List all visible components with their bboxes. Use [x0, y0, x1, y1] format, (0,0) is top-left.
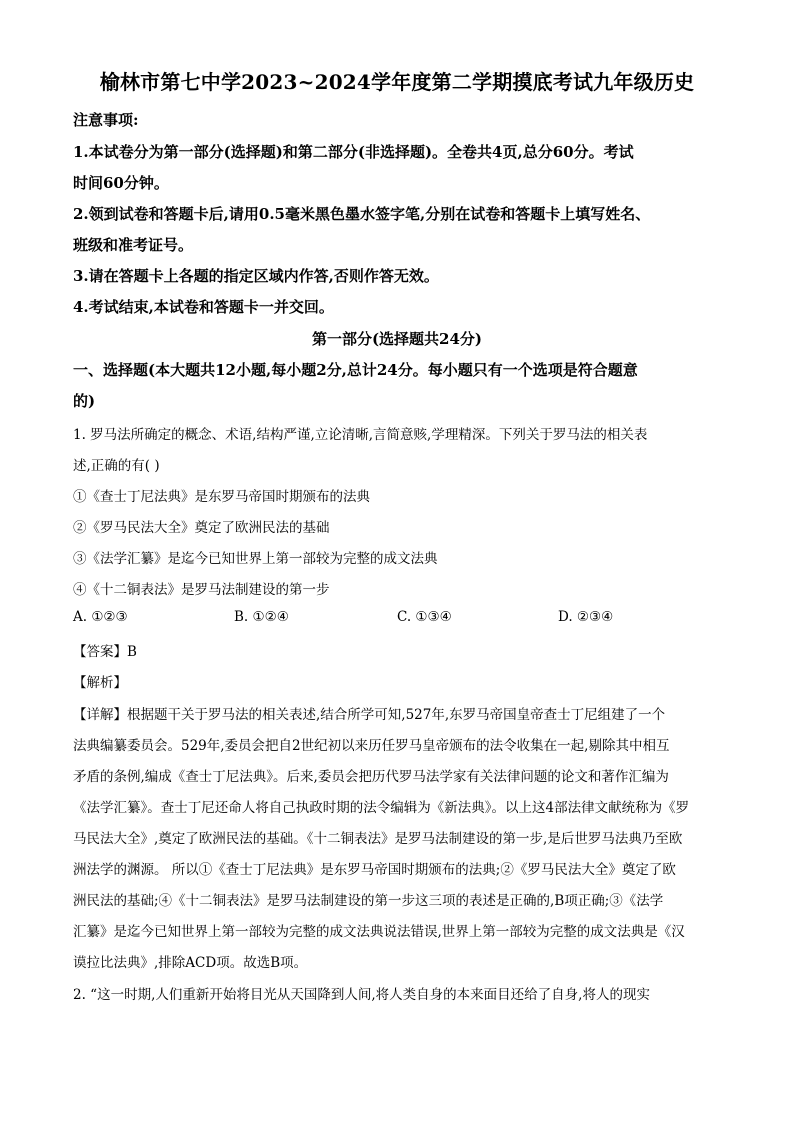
- statement-item: ④《十二铜表法》是罗马法制建设的第一步: [73, 582, 330, 598]
- notice-line: 1.本试卷分为第一部分(选择题)和第二部分(非选择题)。全卷共4页,总分60分。考试: [73, 143, 634, 161]
- analysis-line: 【详解】根据题干关于罗马法的相关表述,结合所学可知,527年,东罗马帝国皇帝查士丁尼组建了一个: [73, 707, 666, 723]
- option-a: A. ①②③: [73, 609, 128, 625]
- statement-item: ②《罗马民法大全》奠定了欧洲民法的基础: [73, 520, 330, 536]
- section-instruction: 一、选择题(本大题共12小题,每小题2分,总计24分。每小题只有一个选项是符合题意: [73, 361, 638, 379]
- analysis-line: 洲法学的渊源。 所以①《查士丁尼法典》是东罗马帝国时期颁布的法典;②《罗马民法大全》奠定了欧: [73, 862, 676, 878]
- section-instruction: 的): [73, 392, 96, 410]
- statement-item: ①《查士丁尼法典》是东罗马帝国时期颁布的法典: [73, 489, 370, 505]
- notice-line: 时间60分钟。: [73, 174, 169, 192]
- notice-heading: 注意事项:: [73, 111, 139, 129]
- analysis-line: 法典编纂委员会。529年,委员会把自2世纪初以来历任罗马皇帝颁布的法令收集在一起,剔除其中相互: [73, 738, 670, 754]
- statement-item: ③《法学汇纂》是迄今已知世界上第一部较为完整的成文法典: [73, 551, 438, 567]
- analysis-line: 汇纂》是迄今已知世界上第一部较为完整的成文法典说法错误,世界上第一部较为完整的成文法典是《汉: [73, 924, 685, 940]
- option-d: D. ②③④: [558, 609, 614, 625]
- notice-line: 班级和准考证号。: [73, 236, 194, 254]
- question-stem: 2. “这一时期,人们重新开始将目光从天国降到人间,将人类自身的本来面目还给了自身,将人的现实: [73, 987, 650, 1003]
- notice-line: 4.考试结束,本试卷和答题卡一并交回。: [73, 298, 334, 316]
- answer-label: 【答案】B: [73, 644, 137, 660]
- analysis-line: 洲民法的基础;④《十二铜表法》是罗马法制建设的第一步这三项的表述是正确的,B项正确;③《法学: [73, 893, 664, 909]
- option-b: B. ①②④: [234, 609, 289, 625]
- option-c: C. ①③④: [397, 609, 452, 625]
- part-heading: 第一部分(选择题共24分): [311, 330, 483, 348]
- notice-line: 3.请在答题卡上各题的指定区域内作答,否则作答无效。: [73, 267, 439, 285]
- exam-title: 榆林市第七中学2023~2024学年度第二学期摸底考试九年级历史: [99, 70, 695, 94]
- notice-line: 2.领到试卷和答题卡后,请用0.5毫米黑色墨水签字笔,分别在试卷和答题卡上填写姓名、: [73, 205, 651, 223]
- analysis-line: 矛盾的条例,编成《查士丁尼法典》。后来,委员会把历代罗马法学家有关法律问题的论文和著作汇编为: [73, 769, 669, 785]
- question-stem: 述,正确的有( ): [73, 458, 160, 474]
- analysis-line: 马民法大全》,奠定了欧洲民法的基础。《十二铜表法》是罗马法制建设的第一步,是后世罗马法典乃至欧: [73, 831, 683, 847]
- analysis-label: 【解析】: [73, 675, 127, 691]
- analysis-line: 谟拉比法典》,排除ACD项。故选B项。: [73, 955, 308, 971]
- question-stem: 1. 罗马法所确定的概念、术语,结构严谨,立论清晰,言简意赅,学理精深。下列关于罗马法的相关表: [73, 427, 648, 443]
- analysis-line: 《法学汇纂》。查士丁尼还命人将自己执政时期的法令编辑为《新法典》。以上这4部法律文献统称为《罗: [73, 800, 690, 816]
